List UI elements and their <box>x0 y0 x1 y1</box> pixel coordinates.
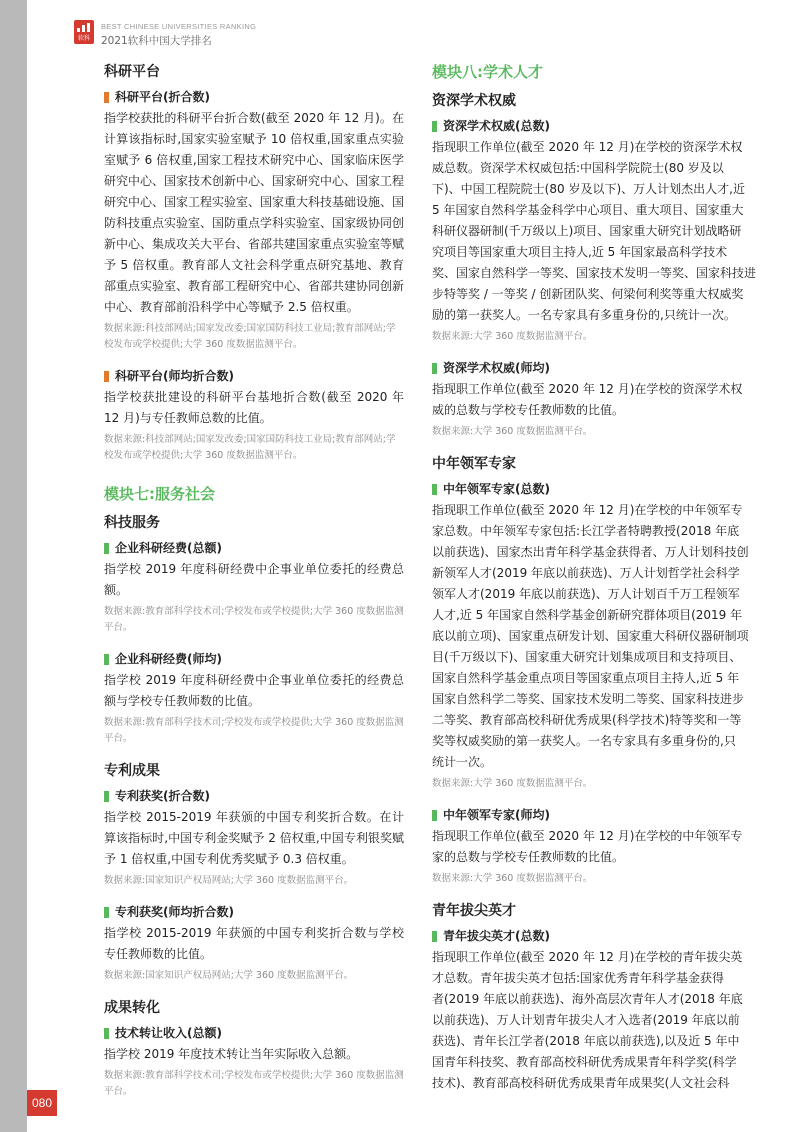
indicator-description-line: 励的第一获奖人。一名专家具有多重身份的,只统计一次。 <box>432 308 736 322</box>
indicator-heading: 资深学术权威(总数) <box>432 117 720 135</box>
indicator-description-line: 技术)、教育部高校科研优秀成果青年成果奖(人文社会科 <box>432 1076 730 1090</box>
data-source: 数据来源:大学 360 度数据监测平台。 <box>432 426 593 437</box>
bullet-marker-icon <box>104 1028 109 1039</box>
section-research-platform <box>104 62 404 464</box>
indicator-description: 指学校获批的科研平台折合数(截至 2020 年 12 月)。在计算该指标时,国家实验室赋予 10 倍权重,国家重点实验室赋予 6 倍权重,国家工程技术研究中心、国家临床医学研究中心、国家技术创新中心、国家研究中心、国家工程研究中心、国家工程实验室、国家重大科技基础设施、国防科技重点实验室、国防重点学科实验室、国家级协同创新中心、集成攻关大平台、省部共建国家重点实验室等赋予 5 倍权重。教育部人文社会科学重点研究基地、教育部重点实验室、教育部工程研究中心、省部共建协同创新中心、教育部前沿科学中心等赋予 2.5 倍权重。 <box>104 111 405 314</box>
section-title: 专利成果 <box>104 763 160 779</box>
indicator-heading: 中年领军专家(总数) <box>432 480 720 498</box>
left-column <box>104 62 404 1114</box>
bullet-marker-icon <box>432 121 437 132</box>
data-source: 数据来源:教育部科学技术司;学校发布或学校提供;大学 360 度数据监测平台。 <box>104 1070 404 1097</box>
module-title: 模块八:学术人才 <box>432 63 543 81</box>
bullet-marker-icon <box>432 484 437 495</box>
indicator-description: 指学校获批建设的科研平台基地折合数(截至 2020 年 12 月)与专任教师总数的比值。 <box>104 390 404 425</box>
indicator-block <box>104 539 404 636</box>
indicator-description-line: 威总数。资深学术权威包括:中国科学院院士(80 岁及以 <box>432 161 724 175</box>
right-column <box>432 62 757 1090</box>
indicator-description-line: 家总数。中年领军专家包括:长江学者特聘教授(2018 年底 <box>432 524 740 538</box>
indicator-block <box>104 903 404 984</box>
indicator-block <box>432 927 743 1094</box>
section-2 <box>432 901 743 1094</box>
bullet-marker-icon <box>104 543 109 554</box>
header-chinese: 2021软科中国大学排名 <box>101 35 212 47</box>
data-source: 数据来源:科技部网站;国家发改委;国家国防科技工业局;教育部网站;学校发布或学校提供;大学 360 度数据监测平台。 <box>104 434 396 461</box>
indicator-block <box>432 480 749 792</box>
indicator-description-line: 新领军人才(2019 年底以前获选)、万人计划哲学社会科学 <box>432 566 740 580</box>
section-1 <box>432 454 749 887</box>
indicator-block <box>104 1024 404 1100</box>
indicator-heading: 科研平台(师均折合数) <box>104 367 404 385</box>
section-title: 科技服务 <box>104 515 160 531</box>
logo-text: 软科 <box>77 35 90 42</box>
indicator-description-line: 指现职工作单位(截至 2020 年 12 月)在学校的资深学术权 <box>432 140 743 154</box>
indicator-description: 指学校 2015-2019 年获颁的中国专利奖折合数与学校专任教师数的比值。 <box>104 926 404 961</box>
section-title: 资深学术权威 <box>432 93 516 109</box>
indicator-heading: 资深学术权威(师均) <box>432 359 720 377</box>
indicator-description-line: 目(千万级以下)、国家重大研究计划集成项目和支持项目、 <box>432 650 742 664</box>
bullet-marker-icon <box>432 810 437 821</box>
section-title: 科研平台 <box>104 64 160 80</box>
indicator-heading: 专利获奖(折合数) <box>104 787 404 805</box>
indicator-description-line: 指现职工作单位(截至 2020 年 12 月)在学校的资深学术权 <box>432 382 743 396</box>
indicator-block <box>104 367 404 464</box>
indicator-description: 指学校 2015-2019 年获颁的中国专利奖折合数。在计算该指标时,中国专利金奖赋予 2 倍权重,中国专利银奖赋予 1 倍权重,中国专利优秀奖赋予 0.3 倍权重。 <box>104 810 404 866</box>
indicator-description-line: 人才,近 5 年国家自然科学基金创新研究群体项目(2019 年 <box>432 608 743 622</box>
indicator-description-line: 科研仪器研制(千万级以上)项目、国家重大研究计划战略研 <box>432 224 742 238</box>
indicator-description-line: 家的总数与学校专任教师数的比值。 <box>432 850 625 864</box>
indicator-heading: 科研平台(折合数) <box>104 88 404 106</box>
indicator-description-line: 奖、国家自然科学一等奖、国家技术发明一等奖、国家科技进 <box>432 266 757 280</box>
data-source: 数据来源:国家知识产权局网站;大学 360 度数据监测平台。 <box>104 875 354 886</box>
indicator-description-line: 获选)、青年长江学者(2018 年底以前获选),以及近 5 年中 <box>432 1034 740 1048</box>
indicator-description-line: 下)、中国工程院院士(80 岁及以下)、万人计划杰出人才,近 <box>432 182 745 196</box>
indicator-description-line: 国家自然科学二等奖、国家技术发明二等奖、国家科技进步 <box>432 692 745 706</box>
indicator-heading: 中年领军专家(师均) <box>432 806 720 824</box>
section-transfer <box>104 998 404 1100</box>
data-source: 数据来源:大学 360 度数据监测平台。 <box>432 778 593 789</box>
indicator-block <box>104 88 404 353</box>
bullet-marker-icon <box>104 791 109 802</box>
indicator-description-line: 指现职工作单位(截至 2020 年 12 月)在学校的青年拔尖英 <box>432 950 743 964</box>
indicator-heading: 企业科研经费(总额) <box>104 539 404 557</box>
right-sections <box>432 91 757 1094</box>
indicator-description: 指学校 2019 年度科研经费中企事业单位委托的经费总额与学校专任教师数的比值。 <box>104 673 404 708</box>
indicator-description-line: 二等奖、教育部高校科研优秀成果(科学技术)特等奖和一等 <box>432 713 742 727</box>
indicator-heading: 青年拔尖英才(总数) <box>432 927 720 945</box>
page-number: 080 <box>27 1090 57 1116</box>
indicator-block <box>432 806 743 887</box>
indicator-description-line: 才总数。青年拔尖英才包括:国家优秀青年科学基金获得 <box>432 971 725 985</box>
section-title: 中年领军专家 <box>432 456 516 472</box>
indicator-block <box>432 359 743 440</box>
indicator-description-line: 以前获选)、万人计划青年拔尖人才入选者(2019 年底以前 <box>432 1013 740 1027</box>
indicator-block <box>104 787 404 889</box>
indicator-description-line: 奖等权威奖励的第一获奖人。一名专家具有多重身份的,只 <box>432 734 736 748</box>
indicator-heading: 企业科研经费(师均) <box>104 650 404 668</box>
indicator-description-line: 指现职工作单位(截至 2020 年 12 月)在学校的中年领军专 <box>432 829 743 843</box>
ranking-logo <box>74 20 94 44</box>
indicator-description-line: 国家自然科学基金重点项目等国家重点项目主持人,近 5 年 <box>432 671 740 685</box>
indicator-description-line: 究项目等国家重大项目主持人,近 5 年国家最高科学技术 <box>432 245 728 259</box>
bullet-marker-icon <box>432 931 437 942</box>
indicator-description-line: 领军人才(2019 年底以前获选)、万人计划百千万工程领军 <box>432 587 740 601</box>
indicator-description-line: 以前获选)、国家杰出青年科学基金获得者、万人计划科技创 <box>432 545 749 559</box>
indicator-description-line: 国青年科技奖、教育部高校科研优秀成果青年科学奖(科学 <box>432 1055 737 1069</box>
bullet-marker-icon <box>432 363 437 374</box>
indicator-heading: 专利获奖(师均折合数) <box>104 903 404 921</box>
section-title: 成果转化 <box>104 1000 160 1016</box>
section-tech-service <box>104 513 404 747</box>
bullet-marker-icon <box>104 371 109 382</box>
indicator-heading: 技术转让收入(总额) <box>104 1024 404 1042</box>
data-source: 数据来源:科技部网站;国家发改委;国家国防科技工业局;教育部网站;学校发布或学校提供;大学 360 度数据监测平台。 <box>104 323 396 350</box>
module-title: 模块七:服务社会 <box>104 485 215 503</box>
section-0 <box>432 91 757 440</box>
indicator-description: 指学校 2019 年度科研经费中企事业单位委托的经费总额。 <box>104 562 404 597</box>
data-source: 数据来源:大学 360 度数据监测平台。 <box>432 331 593 342</box>
indicator-description-line: 步特等奖 / 一等奖 / 创新团队奖、何梁何利奖等重大权威奖 <box>432 287 744 301</box>
section-title: 青年拔尖英才 <box>432 903 516 919</box>
indicator-description-line: 5 年国家自然科学基金科学中心项目、重大项目、国家重大 <box>432 203 744 217</box>
bullet-marker-icon <box>104 907 109 918</box>
bullet-marker-icon <box>104 654 109 665</box>
indicator-block <box>432 117 757 345</box>
indicator-description-line: 底以前立项)、国家重点研发计划、国家重大科研仪器研制项 <box>432 629 749 643</box>
bar-chart-icon <box>77 23 91 32</box>
data-source: 数据来源:大学 360 度数据监测平台。 <box>432 873 593 884</box>
indicator-description-line: 指现职工作单位(截至 2020 年 12 月)在学校的中年领军专 <box>432 503 743 517</box>
indicator-description-line: 威的总数与学校专任教师数的比值。 <box>432 403 625 417</box>
section-patent <box>104 761 404 984</box>
indicator-block <box>104 650 404 747</box>
header-english: BEST CHINESE UNIVERSITIES RANKING <box>101 22 257 31</box>
indicator-description-line: 统计一次。 <box>432 755 493 769</box>
indicator-description: 指学校 2019 年度技术转让当年实际收入总额。 <box>104 1047 359 1061</box>
bullet-marker-icon <box>104 92 109 103</box>
data-source: 数据来源:教育部科学技术司;学校发布或学校提供;大学 360 度数据监测平台。 <box>104 717 404 744</box>
indicator-description-line: 者(2019 年底以前获选)、海外高层次青年人才(2018 年底 <box>432 992 743 1006</box>
data-source: 数据来源:国家知识产权局网站;大学 360 度数据监测平台。 <box>104 970 354 981</box>
data-source: 数据来源:教育部科学技术司;学校发布或学校提供;大学 360 度数据监测平台。 <box>104 606 404 633</box>
side-band <box>0 0 27 1132</box>
